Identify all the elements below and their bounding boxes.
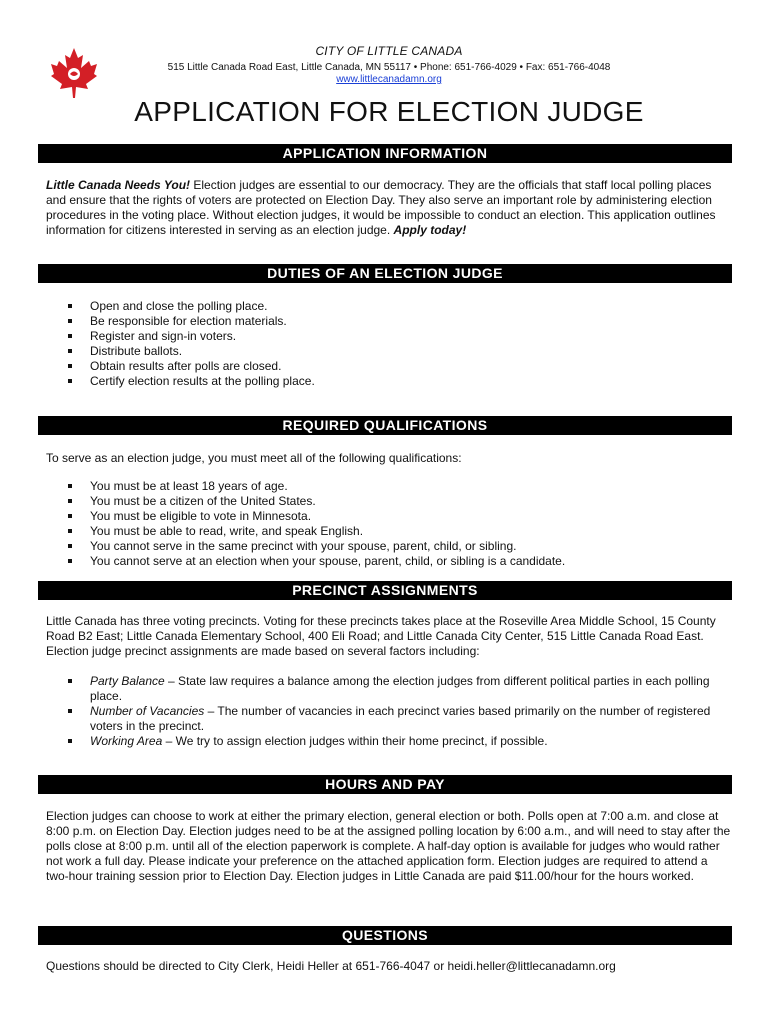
section-heading-qualifications: REQUIRED QUALIFICATIONS: [38, 416, 732, 435]
bullet-square-icon: [68, 484, 72, 488]
bullet-square-icon: [68, 334, 72, 338]
bullet-square-icon: [68, 349, 72, 353]
document-title: APPLICATION FOR ELECTION JUDGE: [134, 96, 644, 127]
list-item: You must be at least 18 years of age.: [46, 479, 726, 494]
list-item: Party Balance – State law requires a balance among the election judges from different political parties in each polling place.: [46, 674, 726, 704]
bullet-square-icon: [68, 304, 72, 308]
list-item: Number of Vacancies – The number of vacancies in each precinct varies based primarily on the number of registered voters in the precinct.: [46, 704, 726, 734]
section-heading-questions: QUESTIONS: [38, 926, 732, 945]
list-item: Obtain results after polls are closed.: [46, 359, 726, 374]
factor-term: Working Area: [90, 734, 163, 748]
section-heading-hours-and-pay: HOURS AND PAY: [38, 775, 732, 794]
bullet-square-icon: [68, 544, 72, 548]
city-website-link[interactable]: www.littlecanadamn.org: [336, 74, 442, 85]
questions-contact-text: Questions should be directed to City Clerk, Heidi Heller at 651-766-4047 or heidi.heller@littlecanadamn.org: [46, 959, 616, 973]
bullet-square-icon: [68, 499, 72, 503]
factor-term: Number of Vacancies: [90, 704, 205, 718]
duties-list: [46, 299, 726, 389]
bullet-square-icon: [68, 709, 72, 713]
application-info-paragraph: [46, 178, 732, 238]
application-info-lead: Little Canada Needs You!: [46, 178, 191, 192]
bullet-square-icon: [68, 739, 72, 743]
list-item: Register and sign-in voters.: [46, 329, 726, 344]
list-item: You must be eligible to vote in Minnesota.: [46, 509, 726, 524]
list-item: Working Area – We try to assign election judges within their home precinct, if possible.: [46, 734, 726, 749]
apply-today-callout: Apply today!: [393, 223, 467, 237]
list-item: Be responsible for election materials.: [46, 314, 726, 329]
qualifications-list: [46, 479, 726, 569]
application-info-body: Election judges are essential to our democracy. They are the officials that staff local polling places and ensure that the rights of voters are protected on Election Day. They also serve an important role by administering election procedures in the voting place. Without election judges, it would be impossible to conduct an election. This application outlines information for citizens interested in serving as an election judge.: [46, 178, 716, 237]
list-item: You must be able to read, write, and speak English.: [46, 524, 726, 539]
hours-and-pay-paragraph: Election judges can choose to work at either the primary election, general election or both. Polls open at 7:00 a.m. and close at 8:00 p.m. on Election Day. Election judges need to be at the assigned polling location by 6:00 a.m., and will need to stay after the polls close at 8:00 p.m. until all of the election paperwork is complete. A half-day option is available for judges who would rather not work a full day. Please indicate your preference on the attached application form. Election judges are required to attend a two-hour training session prior to Election Day. Election judges in Little Canada are paid $11.00/hour for the hours worked.: [46, 809, 731, 883]
bullet-square-icon: [68, 379, 72, 383]
list-item: You cannot serve in the same precinct with your spouse, parent, child, or sibling.: [46, 539, 726, 554]
section-heading-application-information: APPLICATION INFORMATION: [38, 144, 732, 163]
bullet-square-icon: [68, 559, 72, 563]
city-name: CITY OF LITTLE CANADA: [315, 44, 463, 58]
factor-term: Party Balance: [90, 674, 165, 688]
qualifications-intro: To serve as an election judge, you must meet all of the following qualifications:: [46, 451, 462, 465]
bullet-square-icon: [68, 364, 72, 368]
city-address-line: 515 Little Canada Road East, Little Canada, MN 55117 • Phone: 651-766-4029 • Fax: 651-766-4048: [167, 62, 611, 73]
section-heading-duties: DUTIES OF AN ELECTION JUDGE: [38, 264, 732, 283]
precincts-intro: Little Canada has three voting precincts. Voting for these precincts takes place at the Roseville Area Middle School, 15 County Road B2 East; Little Canada Elementary School, 400 Eli Road; and Little Canada City Center, 515 Little Canada Road East. Election judge precinct assignments are made based on several factors including:: [46, 614, 716, 658]
list-item: You must be a citizen of the United States.: [46, 494, 726, 509]
section-heading-precinct-assignments: PRECINCT ASSIGNMENTS: [38, 581, 732, 600]
bullet-square-icon: [68, 679, 72, 683]
bullet-square-icon: [68, 514, 72, 518]
bullet-square-icon: [68, 529, 72, 533]
precinct-factors-list: [46, 674, 726, 749]
bullet-square-icon: [68, 319, 72, 323]
list-item: You cannot serve at an election when your spouse, parent, child, or sibling is a candidate.: [46, 554, 726, 569]
list-item: Distribute ballots.: [46, 344, 726, 359]
list-item: Open and close the polling place.: [46, 299, 726, 314]
list-item: Certify election results at the polling place.: [46, 374, 726, 389]
